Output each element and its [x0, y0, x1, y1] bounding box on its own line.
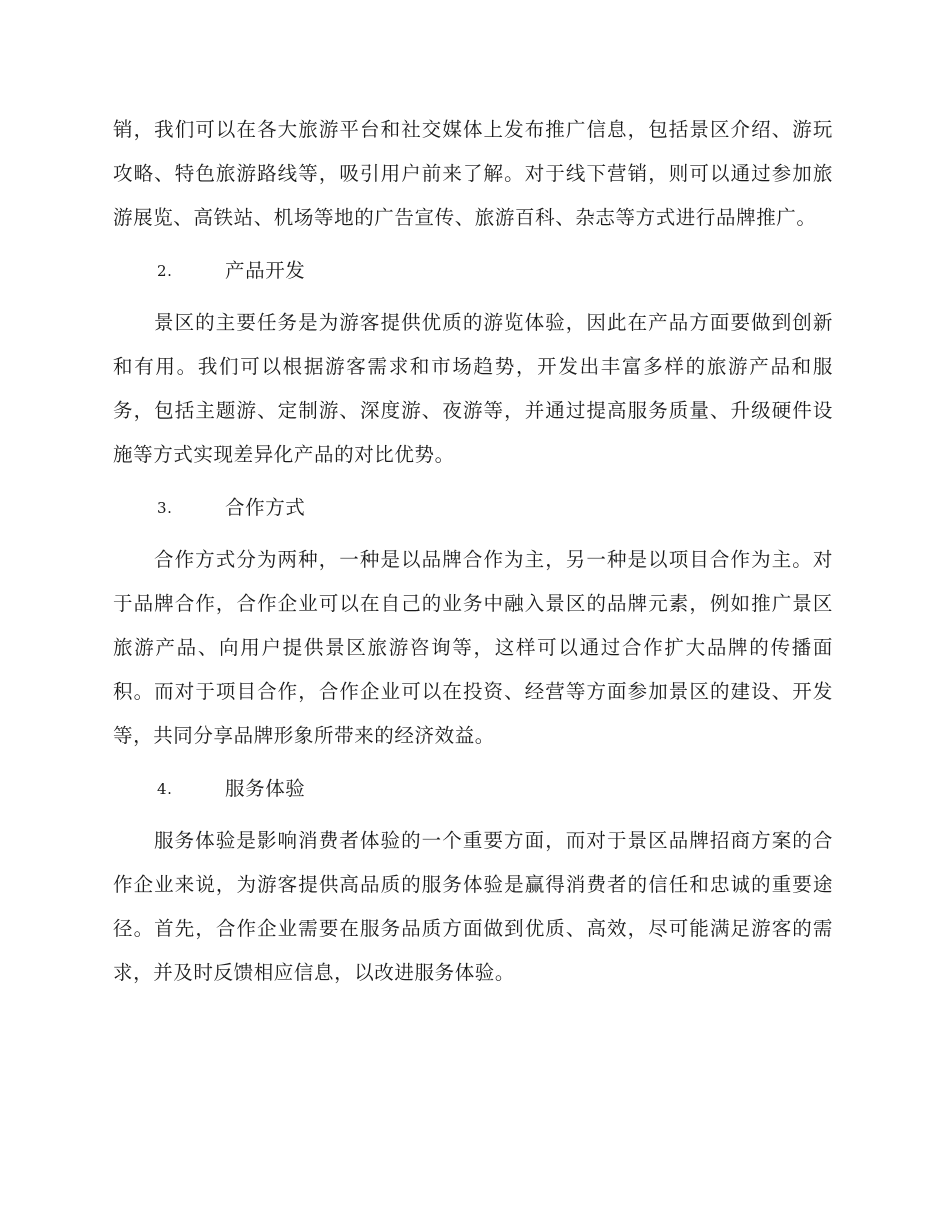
section-title: 合作方式: [225, 496, 306, 519]
document-body: [113, 108, 833, 995]
section-number: 3.: [157, 499, 173, 517]
section-number: 4.: [157, 780, 173, 798]
section-body-service-experience: 服务体验是影响消费者体验的一个重要方面，而对于景区品牌招商方案的合作企业来说，为游客提供高品质的服务体验是赢得消费者的信任和忠诚的重要途径。首先，合作企业需要在服务品质方面做到优质、高效，尽可能满足游客的需求，并及时反馈相应信息，以改进服务体验。: [113, 829, 833, 984]
section-heading-product-development: [113, 249, 833, 293]
section-number: 2.: [157, 262, 173, 280]
section-title: 产品开发: [225, 259, 306, 282]
section-title: 服务体验: [225, 777, 306, 800]
section-heading-cooperation-mode: [113, 486, 833, 530]
intro-paragraph: 销，我们可以在各大旅游平台和社交媒体上发布推广信息，包括景区介绍、游玩攻略、特色旅游路线等，吸引用户前来了解。对于线下营销，则可以通过参加旅游展览、高铁站、机场等地的广告宣传、旅游百科、杂志等方式进行品牌推广。: [113, 118, 833, 229]
section-heading-service-experience: [113, 767, 833, 811]
section-body-product-development: 景区的主要任务是为游客提供优质的游览体验，因此在产品方面要做到创新和有用。我们可以根据游客需求和市场趋势，开发出丰富多样的旅游产品和服务，包括主题游、定制游、深度游、夜游等，并通过提高服务质量、升级硬件设施等方式实现差异化产品的对比优势。: [113, 311, 833, 466]
section-body-cooperation-mode: 合作方式分为两种，一种是以品牌合作为主，另一种是以项目合作为主。对于品牌合作，合作企业可以在自己的业务中融入景区的品牌元素，例如推广景区旅游产品、向用户提供景区旅游咨询等，这样可以通过合作扩大品牌的传播面积。而对于项目合作，合作企业可以在投资、经营等方面参加景区的建设、开发等，共同分享品牌形象所带来的经济效益。: [113, 548, 833, 747]
